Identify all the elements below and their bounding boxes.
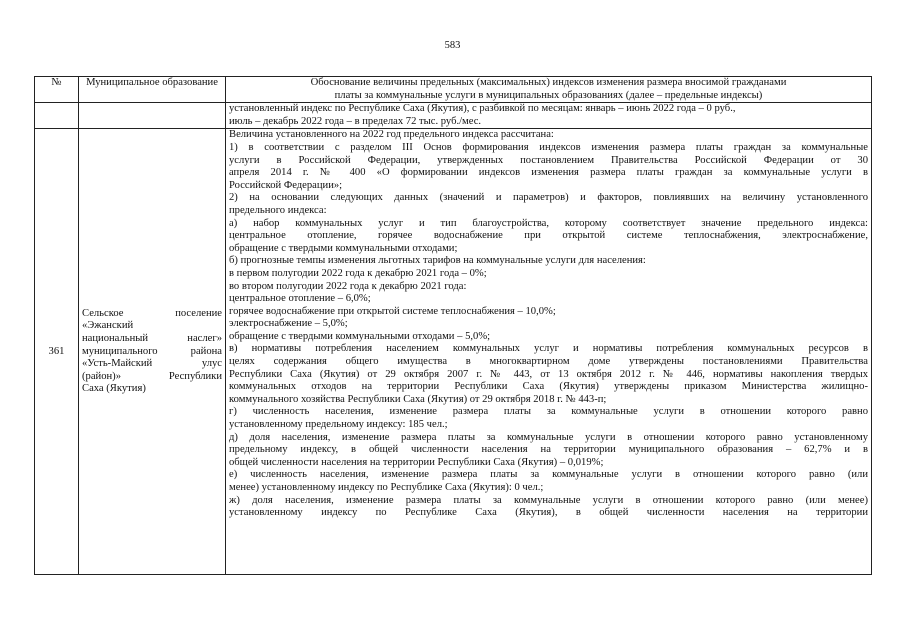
justification-line: ж) доля населения, изменение размера платы за коммунальные услуги в отношении которого равно (или менее) (229, 494, 868, 506)
justification-line: горячее водоснабжение при открытой системе теплоснабжения – 10,0%; (229, 305, 556, 317)
continuation-text-cell (226, 103, 872, 129)
municipality-line: (район)» Республики (82, 370, 222, 382)
justification-line: 2) на основании следующих данных (значений и параметров) и факторов, повлиявших на величину установленного (229, 192, 868, 204)
justification-line: во втором полугодии 2022 года к декабрю 2021 года: (229, 280, 467, 292)
continuation-number-cell (35, 103, 79, 129)
header-number: № (35, 77, 79, 103)
justification-line: е) численность населения, изменение размера платы за коммунальные услуги в отношении которого равно (или (229, 469, 868, 481)
justification-line: общей численности населения на территории Республики Саха (Якутия) – 0,019%; (229, 456, 604, 468)
justification-line: б) прогнозные темпы изменения льготных тарифов на коммунальные услуги для населения: (229, 255, 646, 267)
justification-line: а) набор коммунальных услуг и тип благоустройства, которому соответствует значение предельного индекса: (229, 217, 868, 229)
municipality-line: национальный наслег» (82, 332, 222, 344)
municipality-line: «Эжанский (82, 320, 134, 332)
table-header-row (35, 77, 872, 103)
justification-line: апреля 2014 г. № 400 «О формировании индексов изменения размера платы граждан за коммунальные услуги в (229, 167, 868, 179)
header-justification-line1: Обоснование величины предельных (максимальных) индексов изменения размера вносимой гражданами (310, 77, 787, 88)
justification-line: целях содержания общего имущества в многоквартирном доме утверждены постановлениями Правительства (229, 356, 868, 368)
justification-line: предельному индексу, в общей численности населения на территории муниципального образования – 62,7% и в (229, 444, 868, 456)
justification-table (34, 76, 872, 575)
justification-line: установленному предельному индексу: 185 чел.; (229, 419, 448, 431)
justification-line: установленному индексу по Республике Саха (Якутия), в общей численности населения на территории (229, 507, 868, 519)
justification-line: обращение с твердыми коммунальными отходами; (229, 242, 458, 254)
justification-line: обращение с твердыми коммунальными отходами – 5,0%; (229, 330, 491, 342)
justification-line: 1) в соответствии с разделом III Основ формирования индексов изменения размера платы граждан за коммунальные (229, 141, 868, 153)
continuation-line: установленный индекс по Республике Саха (Якутия), с разбивкой по месяцам: январь – июнь 2022 года – 0 руб., (229, 103, 736, 115)
header-justification-line2: платы за коммунальные услуги в муниципальных образованиях (далее – предельные индексы) (334, 89, 763, 101)
justification-line: коммунальных отходов на территории Республики Саха (Якутия) утверждены приказом Министерства жилищно- (229, 381, 868, 393)
continuation-line: июль – декабрь 2022 года – в пределах 72 тыс. руб./мес. (229, 115, 482, 127)
continuation-row (35, 103, 872, 129)
justification-line: в первом полугодии 2022 года к декабрю 2021 года – 0%; (229, 267, 487, 279)
justification-body (229, 129, 868, 574)
justification-line: коммунального хозяйства Республики Саха (Якутия) от 29 октября 2018 г. № 443-п; (229, 393, 607, 405)
municipality-line: Саха (Якутия) (82, 383, 146, 395)
header-municipality: Муниципальное образование (79, 77, 226, 103)
municipality-line: «Усть-Майский улус (82, 358, 222, 370)
justification-line: д) доля населения, изменение размера платы за коммунальные услуги в отношении которого равно установленному (229, 431, 868, 443)
page-number: 583 (444, 40, 461, 51)
header-justification (226, 77, 872, 103)
justification-line: центральное отопление, горячее водоснабжение при открытой системе теплоснабжения, электроснабжение, (229, 230, 868, 242)
justification-line: предельного индекса: (229, 204, 327, 216)
table-row (35, 129, 872, 575)
row-municipality (79, 129, 226, 575)
justification-line: г) численность населения, изменение размера платы за коммунальные услуги в отношении которого равно (229, 406, 868, 418)
row-number: 361 (35, 129, 79, 575)
justification-line: в) нормативы потребления населением коммунальных услуг и нормативы потребления коммунальных ресурсов в (229, 343, 868, 355)
municipality-line: Сельское поселение (82, 307, 222, 319)
continuation-municipality-cell (79, 103, 226, 129)
justification-line: менее) установленному индексу по Республике Саха (Якутия): 0 чел.; (229, 482, 544, 493)
justification-line: Российской Федерации»; (229, 179, 343, 191)
justification-line: Величина установленного на 2022 год предельного индекса рассчитана: (229, 129, 554, 141)
justification-line: электроснабжение – 5,0%; (229, 318, 348, 330)
justification-line: услуги в Российской Федерации, утвержденных постановлением Правительства Российской Федерации от 30 (229, 154, 868, 166)
row-justification (226, 129, 872, 575)
justification-line: центральное отопление – 6,0%; (229, 293, 371, 305)
justification-line: Республики Саха (Якутия) от 29 октября 2007 г. № 443, от 13 октября 2012 г. № 446, нормативы накопления твердых (229, 368, 868, 380)
municipality-line: муниципального района (82, 345, 222, 357)
